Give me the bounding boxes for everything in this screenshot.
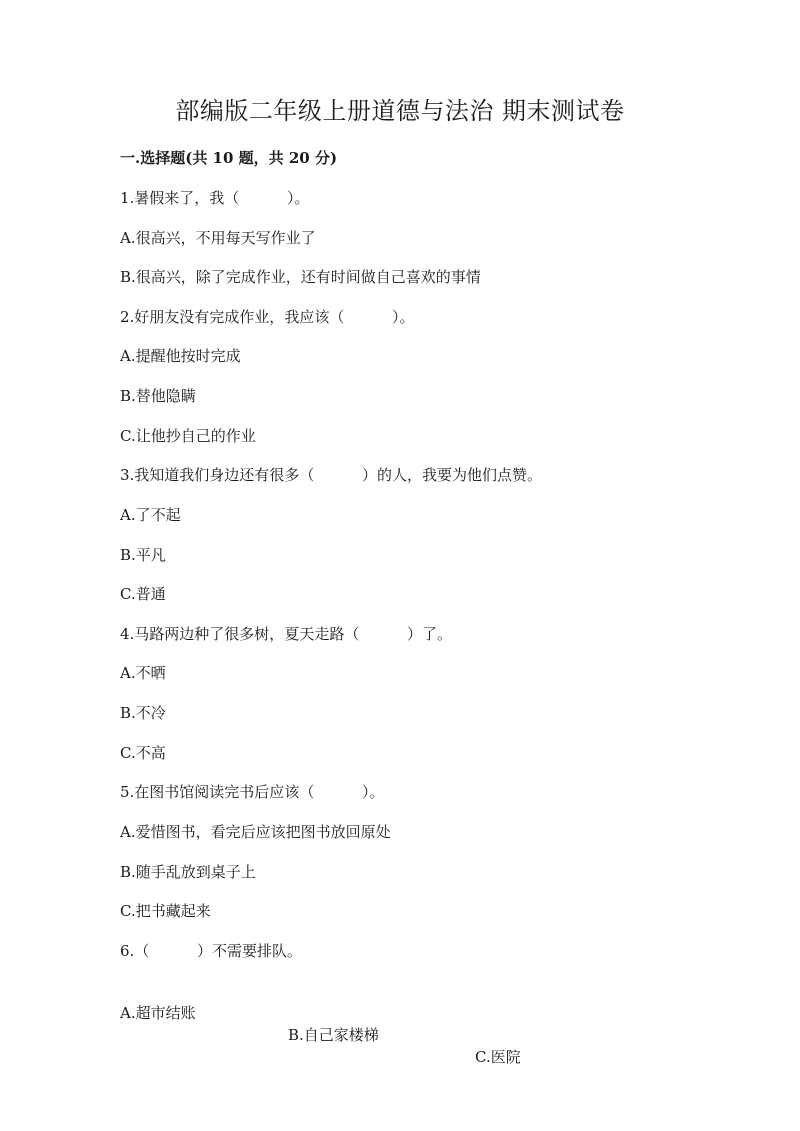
question-4-option-c: C.不高 [120,744,166,762]
question-6-options-row [0,980,800,1090]
question-1-stem: 1.暑假来了，我（ ）。 [120,189,310,207]
question-6-stem: 6.（ ）不需要排队。 [120,942,302,960]
question-3-option-b: B.平凡 [120,546,166,564]
question-2-option-a: A.提醒他按时完成 [120,347,241,365]
question-4-stem: 4.马路两边种了很多树，夏天走路（ ）了。 [120,625,452,643]
question-2-option-b: B.替他隐瞒 [120,387,196,405]
question-5-option-b: B.随手乱放到桌子上 [120,863,256,881]
question-1-option-a: A.很高兴，不用每天写作业了 [120,229,316,247]
question-4-option-b: B.不冷 [120,704,166,722]
question-2-option-c: C.让他抄自己的作业 [120,427,256,445]
question-5-option-c: C.把书藏起来 [120,902,211,920]
question-1-option-b: B.很高兴，除了完成作业，还有时间做自己喜欢的事情 [120,268,481,286]
question-3-option-c: C.普通 [120,585,166,603]
question-5-option-a: A.爱惜图书，看完后应该把图书放回原处 [120,823,391,841]
question-4-option-a: A.不晒 [120,664,166,682]
page-title: 部编版二年级上册道德与法治 期末测试卷 [175,97,625,125]
section-heading: 一.选择题(共 10 题，共 20 分) [120,149,338,167]
question-6-option-b: B.自己家楼梯 [288,1026,379,1044]
question-6-option-a: A.超市结账 [120,1004,196,1022]
question-6-option-c: C.医院 [475,1048,521,1066]
question-3-option-a: A.了不起 [120,506,181,524]
question-5-stem: 5.在图书馆阅读完书后应该（ ）。 [120,783,385,801]
question-3-stem: 3.我知道我们身边还有很多（ ）的人，我要为他们点赞。 [120,466,542,484]
question-2-stem: 2.好朋友没有完成作业，我应该（ ）。 [120,308,415,326]
